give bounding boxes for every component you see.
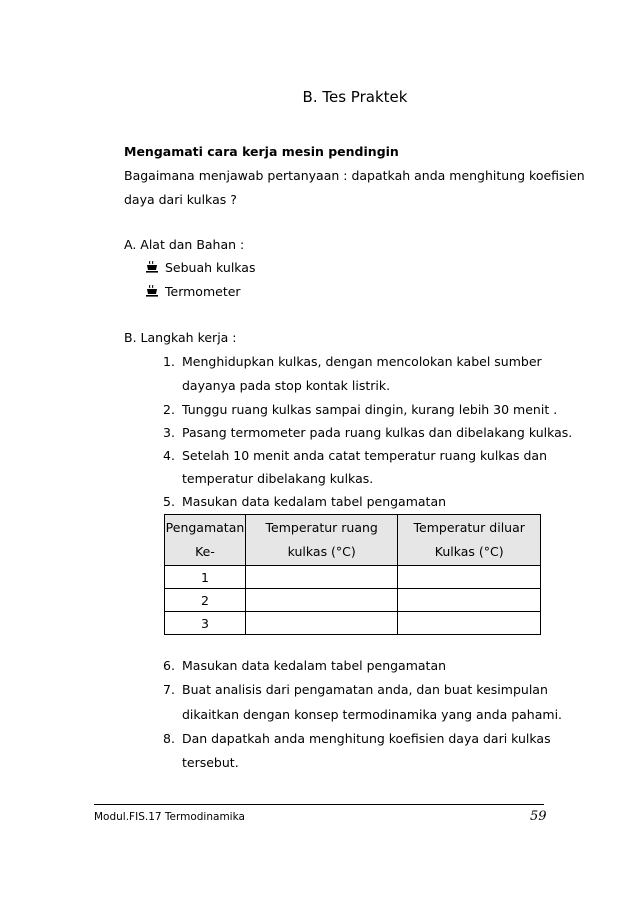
coffee-cup-icon bbox=[146, 261, 158, 273]
steps-label: B. Langkah kerja : bbox=[124, 330, 237, 345]
table-cell bbox=[398, 566, 541, 589]
heading: Mengamati cara kerja mesin pendingin bbox=[124, 144, 399, 159]
step-text: Dan dapatkah anda menghitung koefisien daya dari kulkas bbox=[182, 731, 551, 746]
page-number: 59 bbox=[530, 809, 547, 824]
section-title: B. Tes Praktek bbox=[302, 88, 408, 106]
step-number: 8. bbox=[163, 731, 175, 746]
step-text: Pasang termometer pada ruang kulkas dan dibelakang kulkas. bbox=[182, 425, 573, 440]
table-cell: 1 bbox=[165, 566, 246, 589]
material-item: Sebuah kulkas bbox=[165, 260, 256, 275]
step-text: Masukan data kedalam tabel pengamatan bbox=[182, 658, 447, 673]
table-cell: 3 bbox=[165, 612, 246, 635]
step-number: 1. bbox=[163, 354, 175, 369]
table-cell bbox=[398, 612, 541, 635]
table-header-cell: Pengamatan Ke- bbox=[165, 515, 246, 566]
table-cell bbox=[245, 589, 397, 612]
coffee-cup-icon bbox=[146, 285, 158, 297]
table-header-cell: Temperatur diluar Kulkas (°C) bbox=[398, 515, 541, 566]
table-header-row bbox=[165, 515, 541, 566]
step-text: Setelah 10 menit anda catat temperatur ruang kulkas dan bbox=[182, 448, 547, 463]
step-number: 7. bbox=[163, 682, 175, 697]
step-text: Tunggu ruang kulkas sampai dingin, kurang lebih 30 menit . bbox=[182, 402, 558, 417]
question-line-2: daya dari kulkas ? bbox=[124, 192, 237, 207]
step-number: 3. bbox=[163, 425, 175, 440]
step-number: 5. bbox=[163, 494, 175, 509]
step-number: 6. bbox=[163, 658, 175, 673]
table-row bbox=[165, 612, 541, 635]
table-row bbox=[165, 589, 541, 612]
table-cell bbox=[398, 589, 541, 612]
question-line-1: Bagaimana menjawab pertanyaan : dapatkah anda menghitung koefisien bbox=[124, 168, 585, 183]
step-text: temperatur dibelakang kulkas. bbox=[182, 471, 374, 486]
step-number: 2. bbox=[163, 402, 175, 417]
step-text: dayanya pada stop kontak listrik. bbox=[182, 378, 391, 393]
step-text: dikaitkan dengan konsep termodinamika yang anda pahami. bbox=[182, 707, 563, 722]
step-text: tersebut. bbox=[182, 755, 239, 770]
step-text: Menghidupkan kulkas, dengan mencolokan kabel sumber bbox=[182, 354, 542, 369]
table-cell: 2 bbox=[165, 589, 246, 612]
footer-module-title: Modul.FIS.17 Termodinamika bbox=[94, 811, 245, 823]
material-item: Termometer bbox=[165, 284, 241, 299]
step-text: Masukan data kedalam tabel pengamatan bbox=[182, 494, 447, 509]
table-cell bbox=[245, 612, 397, 635]
step-text: Buat analisis dari pengamatan anda, dan buat kesimpulan bbox=[182, 682, 548, 697]
footer-divider bbox=[94, 804, 544, 805]
step-number: 4. bbox=[163, 448, 175, 463]
table-header-cell: Temperatur ruang kulkas (°C) bbox=[245, 515, 397, 566]
materials-label: A. Alat dan Bahan : bbox=[124, 237, 245, 252]
table-row bbox=[165, 566, 541, 589]
observation-table bbox=[164, 514, 541, 635]
table-cell bbox=[245, 566, 397, 589]
